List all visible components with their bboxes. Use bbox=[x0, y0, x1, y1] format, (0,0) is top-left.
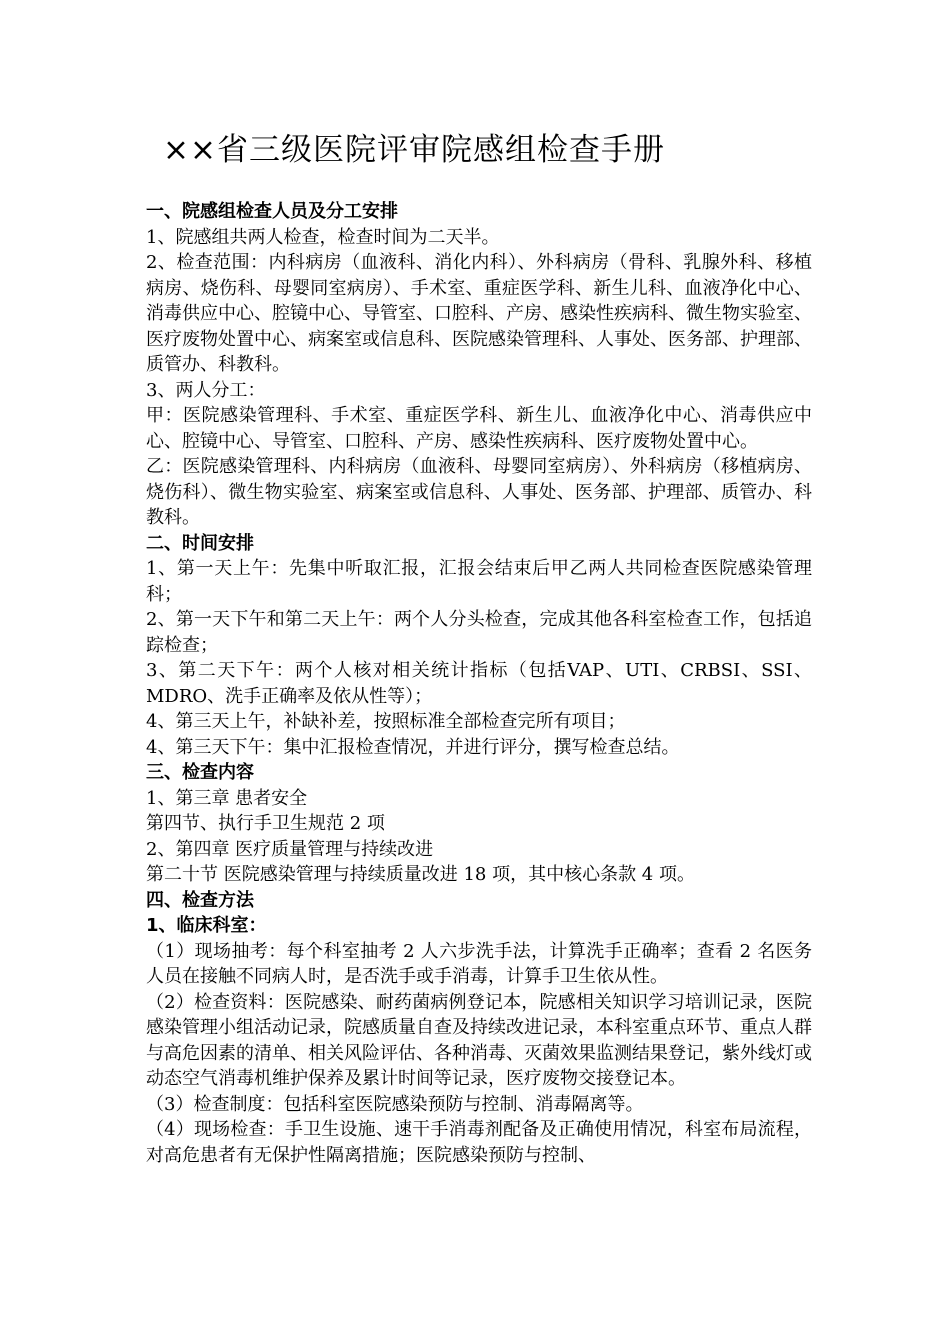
body-paragraph: 1、第一天上午：先集中听取汇报，汇报会结束后甲乙两人共同检查医院感染管理科； bbox=[146, 558, 812, 605]
section-heading: 一、院感组检查人员及分工安排 bbox=[146, 201, 398, 222]
section-heading: 四、检查方法 bbox=[146, 889, 254, 911]
body-paragraph: 4、第三天上午，补缺补差，按照标准全部检查完所有项目； bbox=[146, 711, 626, 732]
section-heading: 1、临床科室： bbox=[146, 915, 267, 936]
body-paragraph: 第四节、执行手卫生规范 2 项 bbox=[146, 813, 385, 834]
body-paragraph: 乙：医院感染管理科、内科病房（血液科、母婴同室病房）、外科病房（移植病房、烧伤科）、微生物实验室、病案室或信息科、人事处、医务部、护理部、质管办、科教科。 bbox=[146, 456, 812, 528]
body-paragraph: 1、第三章 患者安全 bbox=[146, 787, 308, 809]
document-body bbox=[146, 199, 812, 1168]
body-paragraph: 甲：医院感染管理科、手术室、重症医学科、新生儿、血液净化中心、消毒供应中心、腔镜中心、导管室、口腔科、产房、感染性疾病科、医疗废物处置中心。 bbox=[146, 405, 812, 452]
body-paragraph: （1）现场抽考：每个科室抽考 2 人六步洗手法，计算洗手正确率；查看 2 名医务人员在接触不同病人时，是否洗手或手消毒，计算手卫生依从性。 bbox=[146, 940, 812, 987]
section-heading: 三、检查内容 bbox=[146, 762, 254, 783]
body-paragraph: 3、两人分工： bbox=[146, 379, 266, 401]
body-paragraph: 1、院感组共两人检查，检查时间为二天半。 bbox=[146, 226, 500, 248]
body-paragraph: 3、第二天下午：两个人核对相关统计指标（包括VAP、UTI、CRBSI、SSI、MDRO、洗手正确率及依从性等）； bbox=[146, 660, 812, 707]
section-heading: 二、时间安排 bbox=[146, 532, 254, 554]
body-paragraph: （3）检查制度：包括科室医院感染预防与控制、消毒隔离等。 bbox=[146, 1093, 644, 1115]
document-title: ××省三级医院评审院感组检查手册 bbox=[163, 132, 665, 168]
body-paragraph: 4、第三天下午：集中汇报检查情况，并进行评分，撰写检查总结。 bbox=[146, 736, 680, 758]
body-paragraph: 2、第四章 医疗质量管理与持续改进 bbox=[146, 838, 434, 860]
body-paragraph: 2、第一天下午和第二天上午：两个人分头检查，完成其他各科室检查工作，包括追踪检查； bbox=[146, 609, 812, 656]
body-paragraph: 2、检查范围：内科病房（血液科、消化内科）、外科病房（骨科、乳腺外科、移植病房、烧伤科、母婴同室病房）、手术室、重症医学科、新生儿科、血液净化中心、消毒供应中心、腔镜中心、导管室、口腔科、产房、感染性疾病科、微生物实验室、医疗废物处置中心、病案室或信息科、医院感染管理科、人事处、医务部、护理部、质管办、科教科。 bbox=[146, 252, 812, 375]
body-paragraph: （2）检查资料：医院感染、耐药菌病例登记本，院感相关知识学习培训记录，医院感染管理小组活动记录，院感质量自查及持续改进记录，本科室重点环节、重点人群与高危因素的清单、相关风险评估、各种消毒、灭菌效果监测结果登记，紫外线灯或动态空气消毒机维护保养及累计时间等记录，医疗废物交接登记本。 bbox=[146, 991, 812, 1089]
body-paragraph: 第二十节 医院感染管理与持续质量改进 18 项，其中核心条款 4 项。 bbox=[146, 864, 695, 885]
body-paragraph: （4）现场检查：手卫生设施、速干手消毒剂配备及正确使用情况，科室布局流程，对高危患者有无保护性隔离措施；医院感染预防与控制、 bbox=[146, 1119, 812, 1166]
